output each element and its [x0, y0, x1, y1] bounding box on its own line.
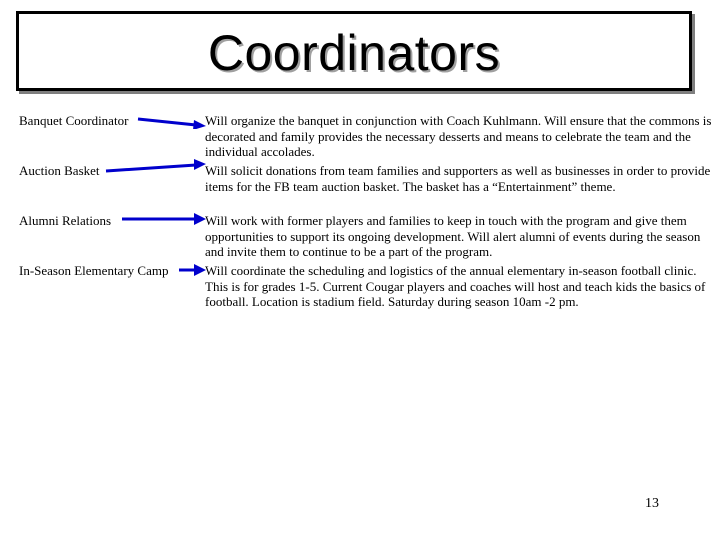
role-description-alumni-relations: Will work with former players and families to keep in touch with the program and give them opportunities to support its ongoing development. Will alert alumni of events during the season and invite them to continue to be a part of the program.: [205, 213, 701, 260]
arrow-icon: [136, 113, 208, 129]
role-label-elementary-camp: In-Season Elementary Camp: [19, 263, 169, 278]
role-label-banquet: Banquet Coordinator: [19, 113, 129, 128]
arrow-icon: [120, 212, 208, 226]
page-title: Coordinators: [207, 25, 501, 81]
role-description-auction-basket: Will solicit donations from team families and supporters as well as businesses in order to provide items for the FB team auction basket. The basket has a “Entertainment” theme.: [205, 163, 711, 194]
role-label-alumni-relations: Alumni Relations: [19, 213, 112, 228]
page-number: 13: [645, 496, 659, 511]
title-box: [16, 11, 692, 91]
role-description-banquet: Will organize the banquet in conjunction with Coach Kuhlmann. Will ensure that the commons is decorated and family provides the necessary desserts and means to celebrate the team and the individual accolades.: [205, 113, 712, 160]
role-description-elementary-camp: Will coordinate the scheduling and logistics of the annual elementary in-season football clinic. This is for grades 1-5. Current Cougar players and coaches will host and teach kids the basics of football. Location is stadium field. Saturday during season 10am -2 pm.: [205, 263, 706, 310]
arrow-icon: [178, 263, 208, 277]
arrow-icon: [104, 159, 208, 175]
role-label-auction-basket: Auction Basket: [19, 163, 100, 178]
